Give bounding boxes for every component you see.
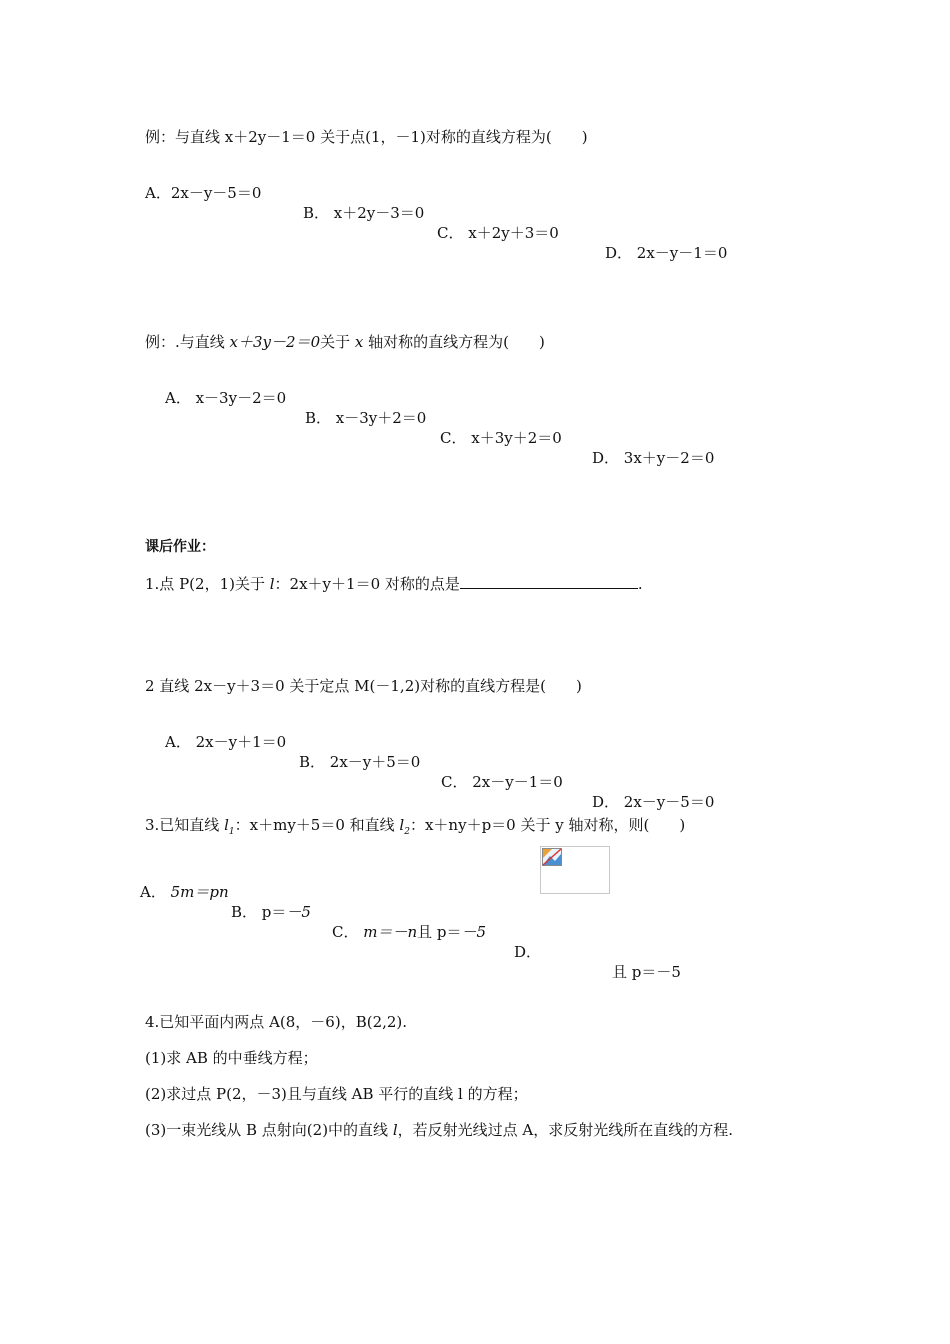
- example1-stem: 例：与直线 x＋2y－1＝0 关于点(1，－1)对称的直线方程为( ): [145, 128, 588, 146]
- example2-option-d: D． 3x＋y－2＝0: [592, 449, 715, 467]
- q3-prefix: 3.已知直线: [145, 816, 225, 834]
- example2-stem: [145, 332, 545, 352]
- q1-suffix: ：2x＋y＋1＝0 对称的点是: [274, 575, 460, 593]
- example2-stem-suffix: 轴对称的直线方程为( ): [363, 333, 545, 351]
- q4-stem: 4.已知平面内两点 A(8，－6)，B(2,2).: [145, 1013, 408, 1031]
- q2-option-c: C． 2x－y－1＝0: [441, 773, 563, 791]
- broken-image-placeholder: [540, 846, 610, 894]
- q3-mid1: ：x＋my＋5＝0 和直线: [234, 816, 400, 834]
- q2-option-a: A． 2x－y＋1＝0: [165, 733, 287, 751]
- broken-image-icon: [542, 848, 562, 866]
- example1-options: [145, 163, 728, 263]
- q1-stem: [145, 574, 643, 594]
- q3-l1: $l_1$: [224, 816, 235, 837]
- q1-answer-blank[interactable]: [460, 574, 638, 589]
- q3-option-c: C． m＝－n且 p＝－5: [332, 923, 487, 941]
- q3-option-a: A． 5m＝pn: [140, 883, 229, 901]
- q3-option-d-label: D．: [514, 943, 542, 961]
- example1-option-b: B． x＋2y－3＝0: [303, 204, 425, 222]
- q4-part1: (1)求 AB 的中垂线方程；: [145, 1049, 318, 1067]
- q2-stem: 2 直线 2x－y＋3＝0 关于定点 M(－1,2)对称的直线方程是( ): [145, 677, 582, 695]
- example2-stem-prefix: 例：.与直线: [145, 333, 230, 351]
- example2-equation: x＋3y－2＝0: [229, 333, 321, 351]
- q3-option-d-suffix: 且 p＝－5: [612, 963, 681, 981]
- q3-stem: [145, 815, 685, 842]
- example2-stem-mid: 关于: [320, 333, 355, 351]
- example2-option-c: C． x＋3y＋2＝0: [440, 429, 562, 447]
- example2-option-b: B． x－3y＋2＝0: [305, 409, 427, 427]
- example1-option-d: D． 2x－y－1＝0: [605, 244, 728, 262]
- q2-option-d: D． 2x－y－5＝0: [592, 793, 715, 811]
- q1-line-name: l: [269, 575, 275, 593]
- q3-option-b: B． p＝－5: [231, 903, 311, 921]
- homework-title: 课后作业：: [145, 539, 215, 555]
- example2-option-a: A． x－3y－2＝0: [165, 389, 287, 407]
- q4-part2: (2)求过点 P(2，－3)且与直线 AB 平行的直线 l 的方程；: [145, 1085, 528, 1103]
- q3-l2: $l_2$: [399, 816, 410, 837]
- example2-options: [165, 368, 715, 468]
- q1-end: .: [637, 575, 643, 593]
- example2-axis: x: [354, 333, 364, 351]
- q3-mid2: ：x＋ny＋p＝0 关于 y 轴对称，则( ): [409, 816, 686, 834]
- q1-prefix: 1.点 P(2，1)关于: [145, 575, 270, 593]
- example1-option-c: C． x＋2y＋3＝0: [437, 224, 559, 242]
- q2-options: [165, 712, 715, 812]
- q4-part3: (3)一束光线从 B 点射向(2)中的直线 l，若反射光线过点 A，求反射光线所在直线的方程.: [145, 1121, 734, 1139]
- q3-options: [140, 862, 681, 982]
- example1-option-a: A．2x－y－5＝0: [145, 184, 262, 202]
- q2-option-b: B． 2x－y＋5＝0: [299, 753, 421, 771]
